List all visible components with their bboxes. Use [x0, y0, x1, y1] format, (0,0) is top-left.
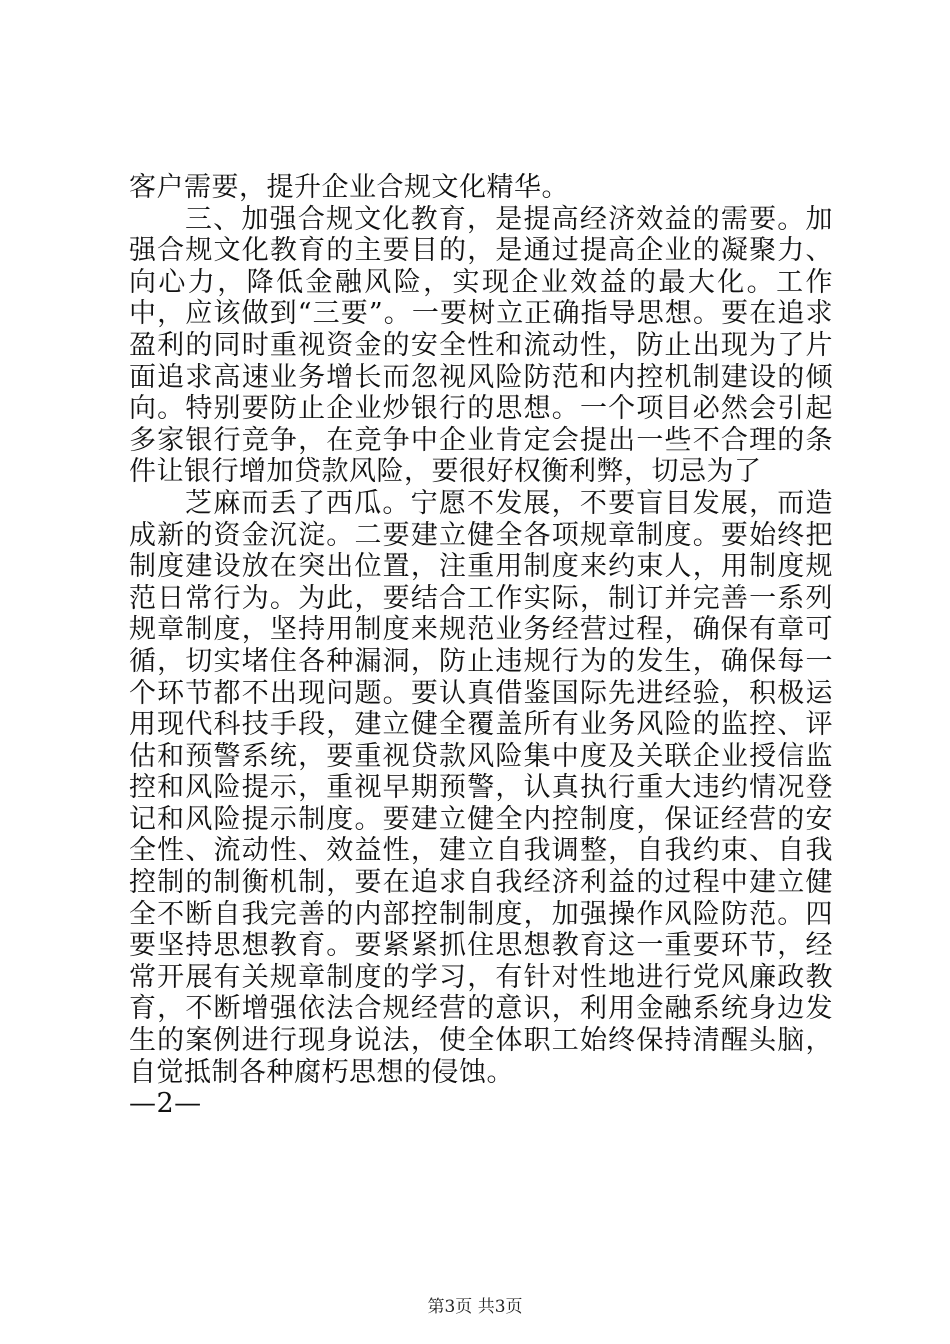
paragraph-3: 芝麻而丢了西瓜。宁愿不发展，不要盲目发展，而造成新的资金沉淀。二要建立健全各项规章制度。要始终把制度建设放在突出位置，注重用制度来约束人，用制度规范日常行为。为此，要结合工作实际，制订并完善一系列规章制度，坚持用制度来规范业务经营过程，确保有章可循，切实堵住各种漏洞，防止违规行为的发生，确保每一个环节都不出现问题。要认真借鉴国际先进经验，积极运用现代科技手段，建立健全覆盖所有业务风险的监控、评估和预警系统，要重视贷款风险集中度及关联企业授信监控和风险提示，重视早期预警，认真执行重大违约情况登记和风险提示制度。要建立健全内控制度，保证经营的安全性、流动性、效益性，建立自我调整，自我约束、自我控制的制衡机制，要在追求自我经济利益的过程中建立健全不断自我完善的内部控制制度，加强操作风险防范。四要坚持思想教育。要紧紧抓住思想教育这一重要环节，经常开展有关规章制度的学习，有针对性地进行党风廉政教育，不断增强依法合规经营的意识，利用金融系统身边发生的案例进行现身说法，使全体职工始终保持清醒头脑，自觉抵制各种腐朽思想的侵蚀。: [129, 487, 833, 1088]
document-body: [129, 172, 833, 1120]
page-footer: 第3页 共3页: [427, 1297, 523, 1317]
paragraph-2: 三、加强合规文化教育，是提高经济效益的需要。加强合规文化教育的主要目的，是通过提高企业的凝聚力、向心力，降低金融风险，实现企业效益的最大化。工作中，应该做到“三要”。一要树立正确指导思想。要在追求盈利的同时重视资金的安全性和流动性，防止出现为了片面追求高速业务增长而忽视风险防范和内控机制建设的倾向。特别要防止企业炒银行的思想。一个项目必然会引起多家银行竞争，在竞争中企业肯定会提出一些不合理的条件让银行增加贷款风险，要很好权衡利弊，切忌为了: [129, 203, 833, 488]
paragraph-1: 客户需要，提升企业合规文化精华。: [129, 172, 569, 203]
inline-page-number: —2—: [129, 1088, 202, 1120]
